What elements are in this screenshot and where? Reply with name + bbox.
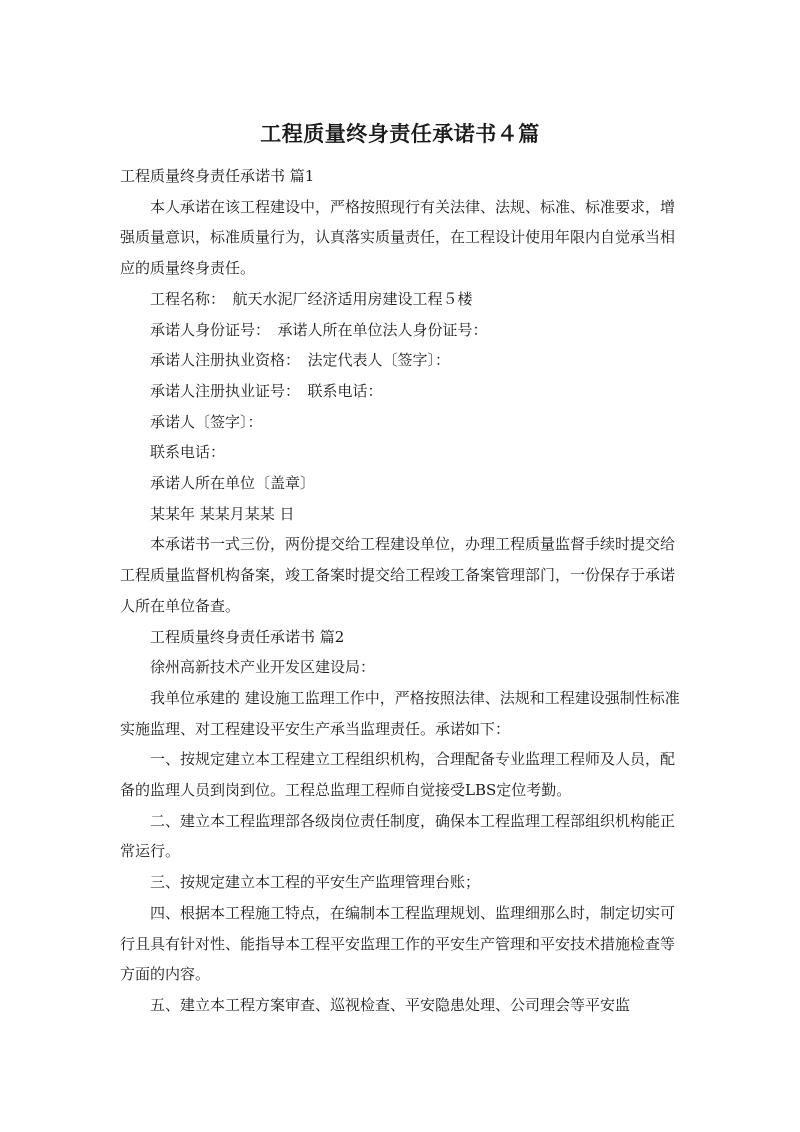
document-body	[120, 161, 680, 1021]
paragraph: 承诺人注册执业证号： 联系电话：	[150, 381, 383, 400]
paragraph: 工程质量终身责任承诺书 篇1	[120, 167, 315, 185]
paragraph: 四、根据本工程施工特点，在编制本工程监理规划、监理细那么时，制定切实可行且具有针对性、能指导本工程平安监理工作的平安生产管理和平安技术措施检查等方面的内容。	[120, 903, 676, 984]
paragraph: 徐州高新技术产业开发区建设局：	[150, 658, 376, 677]
paragraph: 某某年 某某月某某 日	[150, 504, 295, 523]
paragraph: 三、按规定建立本工程的平安生产监理管理台账；	[150, 873, 481, 892]
paragraph: 五、建立本工程方案审查、巡视检查、平安隐患处理、公司理会等平安监	[150, 995, 631, 1014]
paragraph: 承诺人所在单位〔盖章〕	[150, 474, 316, 493]
paragraph: 本承诺书一式三份，两份提交给工程建设单位，办理工程质量监督手续时提交给工程质量监督机构备案，竣工备案时提交给工程竣工备案管理部门，一份保存于承诺人所在单位备查。	[120, 535, 676, 615]
paragraph: 工程名称： 航天水泥厂经济适用房建设工程５楼	[150, 289, 473, 308]
paragraph: 承诺人注册执业资格： 法定代表人〔签字〕：	[150, 351, 451, 370]
paragraph: 工程质量终身责任承诺书 篇2	[150, 627, 345, 646]
paragraph: 一、按规定建立本工程建立工程组织机构，合理配备专业监理工程师及人员，配备的监理人员到岗到位。工程总监理工程师自觉接受LBS定位考勤。	[120, 750, 676, 800]
paragraph: 本人承诺在该工程建设中，严格按照现行有关法律、法规、标准、标准要求，增强质量意识，标准质量行为，认真落实质量责任，在工程设计使用年限内自觉承当相应的质量终身责任。	[120, 197, 676, 278]
paragraph: 联系电话：	[150, 443, 226, 462]
paragraph: 我单位承建的 建设施工监理工作中，严格按照法律、法规和工程建设强制性标准实施监理、对工程建设平安生产承当监理责任。承诺如下：	[120, 688, 680, 738]
paragraph: 承诺人身份证号： 承诺人所在单位法人身份证号：	[150, 320, 488, 339]
paragraph: 承诺人〔签字〕：	[150, 412, 263, 431]
document-title: 工程质量终身责任承诺书４篇	[260, 122, 540, 146]
paragraph: 二、建立本工程监理部各级岗位责任制度，确保本工程监理工程部组织机构能正常运行。	[120, 811, 676, 861]
